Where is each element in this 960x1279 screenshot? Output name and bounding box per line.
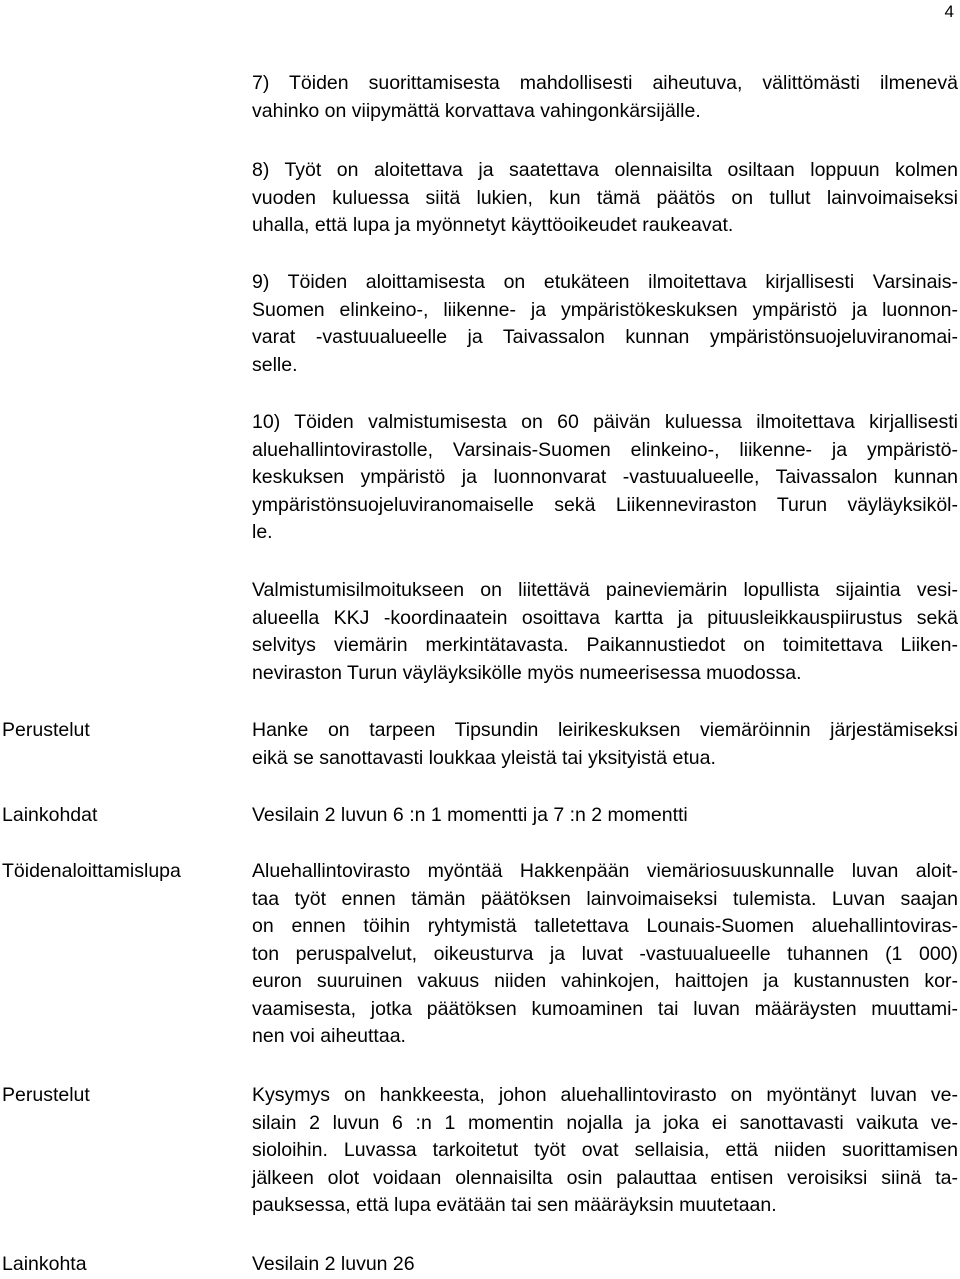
paragraph-10 <box>252 409 958 547</box>
text-line: Hanke on tarpeen Tipsundin leirikeskuksen viemäröinnin järjestämiseksi <box>252 719 958 741</box>
paragraph-9 <box>252 269 958 379</box>
text-line: uhalla, että lupa ja myönnetyt käyttöoikeudet raukeavat. <box>252 214 734 236</box>
text-line: silain 2 luvun 6 :n 1 momentin nojalla ja joka ei sanottavasti vaikuta ve- <box>252 1111 958 1134</box>
text-line: Vesilain 2 luvun 6 :n 1 momentti ja 7 :n 2 momentti <box>252 804 688 826</box>
section-label-toidenaloittamislupa: Töidenaloittamislupa <box>2 860 181 882</box>
text-line: alueella KKJ -koordinaatein osoittava kartta ja pituusleikkauspiirustus sekä <box>252 606 958 629</box>
text-line: taa työt ennen tämän päätöksen lainvoimaiseksi tulemista. Luvan saajan <box>252 887 958 910</box>
text-line: neviraston Turun väyläyksikölle myös numeerisessa muodossa. <box>252 661 802 684</box>
text-line: aluehallintovirastolle, Varsinais-Suomen elinkeino-, liikenne- ja ympäristö- <box>252 438 958 461</box>
text-line: Suomen elinkeino-, liikenne- ja ympäristökeskuksen ympäristö ja luonnon- <box>252 298 958 321</box>
text-line: sioloihin. Luvassa tarkoitetut työt ovat sellaisia, että niiden suorittamisen <box>252 1139 958 1161</box>
paragraph-11 <box>252 577 958 687</box>
text-line: selvitys viemärin merkintätavasta. Paikannustiedot on toimitettava Liiken- <box>252 634 958 656</box>
text-line: 7) Töiden suorittamisesta mahdollisesti aiheutuva, välittömästi ilmenevä <box>252 72 958 94</box>
page-number: 4 <box>944 2 954 21</box>
text-line: 8) Työt on aloitettava ja saatettava olennaisilta osiltaan loppuun kolmen <box>252 159 958 181</box>
section-label-perustelut-2: Perustelut <box>2 1084 90 1106</box>
section-body-lainkohdat <box>252 802 958 830</box>
text-line: vaamisesta, jotka päätöksen kumoaminen tai luvan määräysten muuttami- <box>252 997 958 1020</box>
text-line: ton peruspalvelut, oikeusturva ja luvat -vastuualueelle tuhannen (1 000) <box>252 942 958 965</box>
text-line: pauksessa, että lupa evätään tai sen määräyksin muutetaan. <box>252 1194 777 1216</box>
section-label-lainkohdat: Lainkohdat <box>2 804 98 826</box>
text-line: Aluehallintovirasto myöntää Hakkenpään viemäriosuuskunnalle luvan aloit- <box>252 860 958 882</box>
text-line: euron suuruinen vakuus niiden vahinkojen, haittojen ja kustannusten kor- <box>252 970 958 992</box>
text-line: keskuksen ympäristö ja luonnonvarat -vastuualueelle, Taivassalon kunnan <box>252 466 958 488</box>
section-label-perustelut: Perustelut <box>2 719 90 741</box>
paragraph-7 <box>252 70 958 125</box>
text-line: vuoden kuluessa siitä lukien, kun tämä päätös on tullut lainvoimaiseksi <box>252 186 958 209</box>
text-line: Kysymys on hankkeesta, johon aluehallintovirasto on myöntänyt luvan ve- <box>252 1084 958 1106</box>
text-line: Valmistumisilmoitukseen on liitettävä paineviemärin lopullista sijaintia vesi- <box>252 579 958 601</box>
text-line: vahinko on viipymättä korvattava vahingonkärsijälle. <box>252 99 701 122</box>
section-body-toidenaloittamislupa <box>252 858 958 1051</box>
paragraph-8 <box>252 157 958 240</box>
text-line: varat -vastuualueelle ja Taivassalon kunnan ympäristönsuojeluviranomai- <box>252 326 958 348</box>
text-line: jälkeen olot voidaan olennaisilta osin palauttaa entisen veroisiksi siinä ta- <box>252 1166 958 1189</box>
section-label-lainkohta: Lainkohta <box>2 1253 87 1275</box>
section-body-lainkohta: Vesilain 2 luvun 26 <box>252 1253 415 1275</box>
section-body-perustelut <box>252 717 958 772</box>
text-line: le. <box>252 521 273 543</box>
text-line: nen voi aiheuttaa. <box>252 1025 406 1047</box>
text-line: 10) Töiden valmistumisesta on 60 päivän kuluessa ilmoitettava kirjallisesti <box>252 411 958 433</box>
text-line: selle. <box>252 353 298 376</box>
text-line: ympäristönsuojeluviranomaiselle sekä Liikenneviraston Turun väyläyksiköl- <box>252 493 958 516</box>
section-body-perustelut-2 <box>252 1082 958 1220</box>
text-line: eikä se sanottavasti loukkaa yleistä tai yksityistä etua. <box>252 746 716 769</box>
text-line: on ennen töihin ryhtymistä talletettava Lounais-Suomen aluehallintoviras- <box>252 915 958 937</box>
text-line: 9) Töiden aloittamisesta on etukäteen ilmoitettava kirjallisesti Varsinais- <box>252 271 958 293</box>
